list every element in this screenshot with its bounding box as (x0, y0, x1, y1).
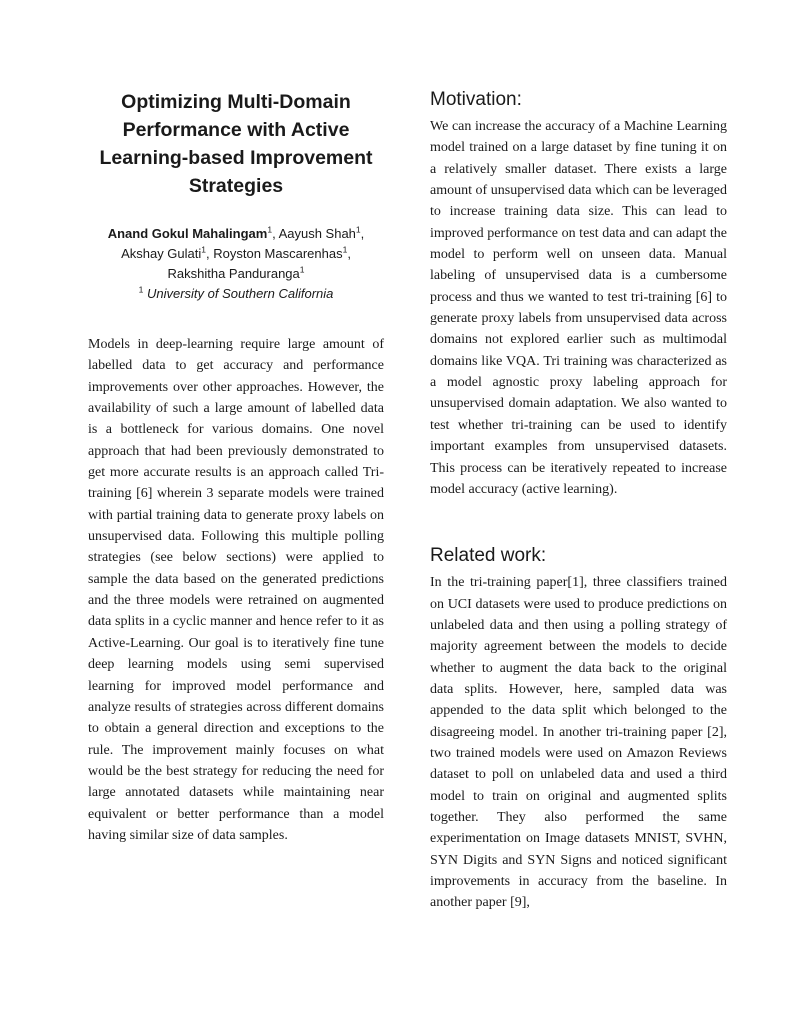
author: Anand Gokul Mahalingam$^1$, (107, 224, 279, 241)
related-work-text: In the tri-training paper[1], three classifiers trained on UCI datasets were used to produce predictions on unlabeled data and then using a polling strategy of majority agreement between the models to decide whether to augment the data back to the original data splits. However, here, sampled data was appended to the data split which belonged to the disagreeing model. In another tri-training paper [2], two trained models were used on Amazon Reviews dataset to poll on unlabeled data and used a third model to train on original and augmented splits together. They also performed the same experimentation on Image datasets MNIST, SVHN, SYN Digits and SYN Signs and noticed significant improvements in accuracy from the baseline. In another paper [9], (430, 575, 727, 911)
author: Aayush Shah$^1$, (278, 224, 365, 241)
paper-title: Optimizing Multi-Domain Performance with Active Learning-based Improvement Strategies (99, 91, 373, 197)
author: Royston Mascarenhas$^1$, (213, 244, 351, 261)
affiliation: $^1$ University of Southern California (138, 284, 334, 301)
author: Akshay Gulati$^1$, (121, 244, 214, 261)
author: Rakshitha Panduranga$^1$ (167, 264, 305, 281)
left-column (88, 88, 384, 846)
author-list (88, 224, 384, 284)
abstract-text: Models in deep-learning require large amount of labelled data to get accuracy and performance improvements over other approaches. However, the availability of such a large amount of labelled data is a bottleneck for various domains. One novel approach that had been previously demonstrated to get more accurate results is an approach called Tri-training [6] wherein 3 separate models were trained with partial training data to generate proxy labels on unsupervised data. Following this multiple polling strategies (see below sections) were applied to sample the data based on the generated predictions and the three models were retrained on augmented data splits in a cyclic manner and hence refer to it as Active-Learning. Our goal is to iteratively fine tune deep learning models using semi supervised learning for improved model performance and analyze results of strategies across different domains to obtain a general direction and exceptions to the rule. The improvement mainly focuses on what would be the best strategy for reducing the need for large annotated datasets while maintaining near equivalent or better performance than a model having similar size of data samples. (88, 337, 384, 843)
motivation-text: We can increase the accuracy of a Machine Learning model trained on a large dataset by fine tuning it on a relatively smaller dataset. There exists a large amount of unsupervised data which can be leveraged to increase training data size. This can lead to improved performance on test data and can adapt the model to perform well on unseen data. Manual labeling of unsupervised data is a cumbersome process and thus we wanted to test tri-training [6] to generate proxy labels from unsupervised data across domains not explored earlier such as multimodal domains like VQA. Tri training was characterized as a model agnostic proxy labeling approach for unsupervised domain adaptation. We also wanted to test whether tri-training can be used to identify important examples from unsupervised datasets. This process can be iteratively repeated to increase model accuracy (active learning). (430, 119, 727, 497)
related-work-heading: Related work: (430, 545, 547, 567)
motivation-heading: Motivation: (430, 89, 522, 110)
right-column (430, 88, 727, 914)
